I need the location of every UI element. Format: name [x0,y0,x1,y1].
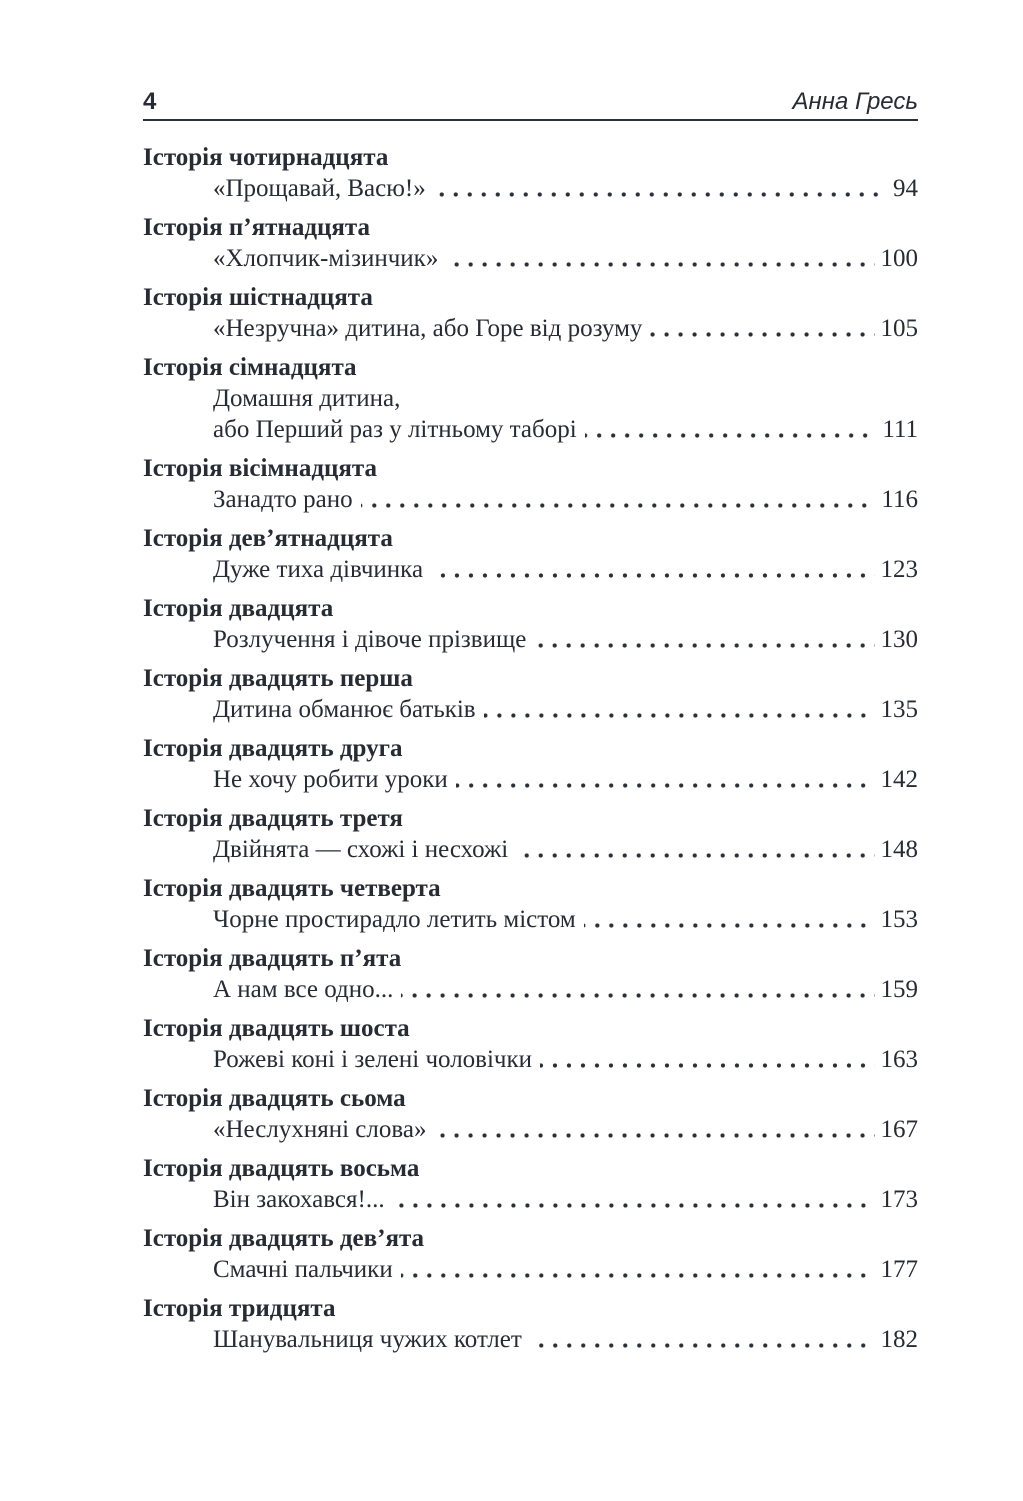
toc-entry [143,593,918,655]
toc-entry [143,1293,918,1355]
toc-line-text: Розлучення і дівоче прізвище [213,626,527,653]
toc-entry [143,142,918,204]
toc-entry-title: Історія вісімнадцята [143,455,377,482]
dot-leader [584,923,875,928]
toc-line [143,313,918,344]
toc-entry-title: Історія двадцять четверта [143,875,441,902]
toc-entry-title: Історія двадцять п’ята [143,945,402,972]
toc-line-text: Шанувальниця чужих котлет [213,1326,522,1353]
toc-page-number: 167 [880,1116,918,1143]
toc-entry-title: Історія двадцять перша [143,665,413,692]
toc-line [143,173,918,204]
toc-line-text: «Прощавай, Васю!» [213,175,426,202]
toc-page-number: 105 [880,315,918,342]
toc-page-number: 173 [880,1186,918,1213]
dot-leader [650,332,874,337]
toc-entry [143,733,918,795]
toc-entry [143,1153,918,1215]
toc-line-text: Двійнята — схожі і несхожі [213,836,509,863]
running-head-author: Анна Гресь [792,88,918,115]
toc-line-text: Рожеві коні і зелені чоловічки [213,1046,533,1073]
toc-entry-title: Історія сімнадцята [143,354,357,381]
toc-entry-title: Історія двадцять друга [143,735,403,762]
toc-line [143,484,918,515]
toc-entry-title: Історія двадцять сьома [143,1085,406,1112]
toc-line-text: Занадто рано [213,486,353,513]
toc-line [143,974,918,1005]
toc-entry [143,282,918,344]
toc-line-text: Він закохався!... [213,1186,385,1213]
toc-page-number: 135 [880,696,918,723]
toc-line-text: «Хлопчик-мізинчик» [213,245,439,272]
toc-line-text: «Неслухняні слова» [213,1116,427,1143]
dot-leader [431,573,874,578]
toc-page-number: 130 [880,626,918,653]
toc-line [143,1114,918,1145]
toc-page-number: 142 [880,766,918,793]
dot-leader [585,433,877,438]
toc-page-number: 111 [882,416,918,443]
toc-line-text: Не хочу робити уроки [213,766,448,793]
toc-line-text: «Незручна» дитина, або Горе від розуму [213,315,643,342]
toc-entry-title: Історія двадцять шоста [143,1015,410,1042]
toc-line-text: Смачні пальчики [213,1256,393,1283]
toc-line [143,1044,918,1075]
toc-page-number: 153 [880,906,918,933]
toc-line-text: Домашня дитина, [213,385,401,412]
dot-leader [484,713,875,718]
dot-leader [534,643,874,648]
toc-entry [143,212,918,274]
toc-line [143,1184,918,1215]
dot-leader [393,1203,875,1208]
toc-line [143,904,918,935]
toc-page-number: 100 [880,245,918,272]
toc-entry [143,1083,918,1145]
toc-entry [143,873,918,935]
toc-entry-title: Історія шістнадцята [143,284,373,311]
toc-page-number: 123 [880,556,918,583]
page-number: 4 [143,88,157,115]
toc-entry-title: Історія двадцять дев’ята [143,1225,425,1252]
toc-entry-title: Історія двадцята [143,595,334,622]
dot-leader [401,1273,875,1278]
toc-entry [143,803,918,865]
toc-line [143,414,918,445]
dot-leader [361,503,876,508]
toc-line-text: Дуже тиха дівчинка [213,556,424,583]
toc-entry-title: Історія двадцять третя [143,805,403,832]
toc-line [143,383,918,414]
toc-line-text: Дитина обманює батьків [213,696,476,723]
dot-leader [446,262,874,267]
toc-line [143,834,918,865]
toc-line-text: Чорне простирадло летить містом [213,906,576,933]
toc-entry [143,663,918,725]
toc-line [143,1324,918,1355]
toc-line [143,243,918,274]
toc-entry [143,943,918,1005]
toc-page-number: 182 [880,1326,918,1353]
toc-entry-title: Історія п’ятнадцята [143,214,371,241]
toc-line [143,694,918,725]
toc-line [143,764,918,795]
toc-line [143,554,918,585]
toc-list [143,142,918,1355]
toc-entry-title: Історія тридцята [143,1295,336,1322]
toc-entry [143,352,918,445]
dot-leader [434,192,887,197]
dot-leader [434,1133,874,1138]
running-header [143,90,918,121]
toc-entry-title: Історія чотирнадцята [143,144,389,171]
toc-line [143,1254,918,1285]
toc-page-number: 159 [880,976,918,1003]
toc-line-text: А нам все одно... [213,976,394,1003]
toc-page-number: 116 [881,486,918,513]
toc-entry [143,453,918,515]
dot-leader [456,783,875,788]
dot-leader [401,993,874,998]
toc-page-number: 148 [880,836,918,863]
dot-leader [530,1343,875,1348]
toc-line [143,624,918,655]
toc-page-number: 163 [880,1046,918,1073]
toc-entry [143,523,918,585]
toc-page-number: 94 [893,175,918,202]
toc-entry [143,1013,918,1075]
dot-leader [516,853,874,858]
toc-entry-title: Історія двадцять восьма [143,1155,420,1182]
toc-entry [143,1223,918,1285]
toc-page-number: 177 [880,1256,918,1283]
toc-line-text: або Перший раз у літньому таборі [213,416,577,443]
dot-leader [540,1063,874,1068]
toc-entry-title: Історія дев’ятнадцята [143,525,393,552]
